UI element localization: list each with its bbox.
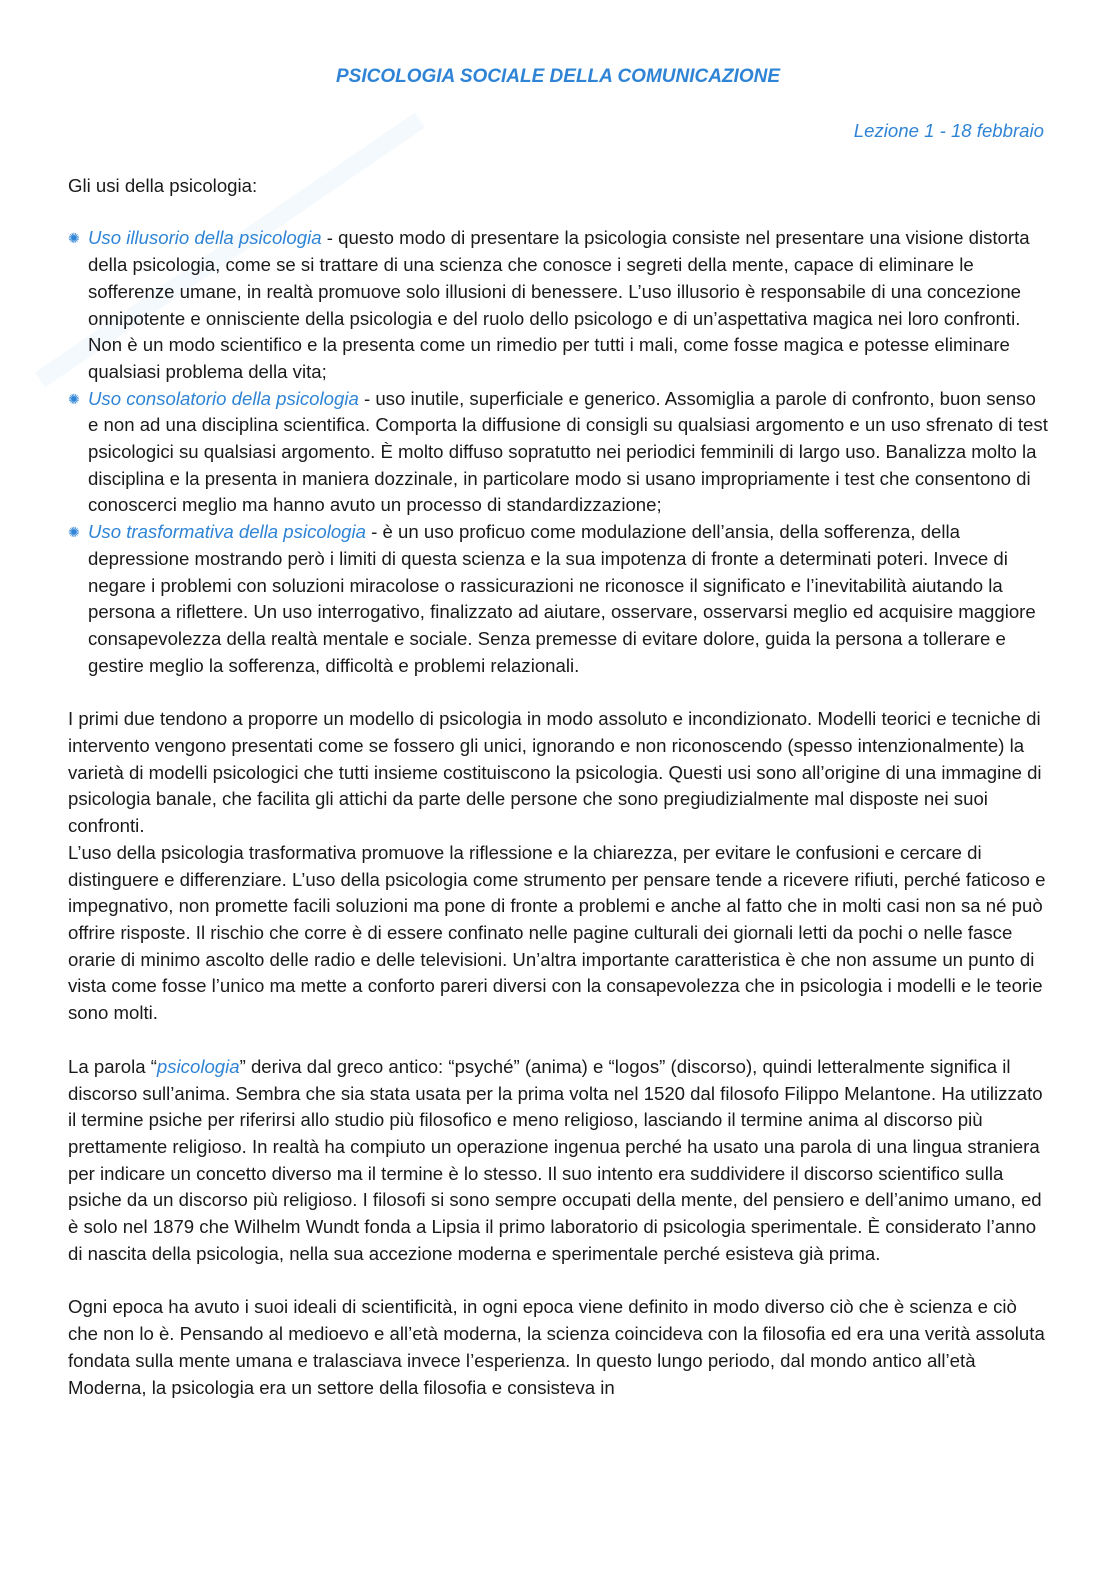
list-item (68, 519, 1048, 679)
use-term: Uso trasformativa della psicologia (88, 521, 366, 543)
uses-list (68, 225, 1048, 679)
use-term: Uso illusorio della psicologia (88, 227, 322, 249)
keyword-psicologia: psicologia (156, 1055, 240, 1077)
etymology-body: ” deriva dal greco antico: “psyché” (anima) e “logos” (discorso), quindi letteralmente significa il discorso sull’anima. Sembra che sia stata usata per la prima volta nel 1520 dal filosofo Filippo Melantone. Ha utilizzato il termine psiche per riferirsi allo studio più filosofico e meno religioso, lasciando il termine anima al discorso più prettamente religioso. In realtà ha compiuto un operazione ingenua perché ha usato una parola di una lingua straniera per indicare un concetto diverso ma il termine è lo stesso. Il suo intento era suddividere il discorso scientifico sulla psiche da un discorso più religioso. I filosofi si sono sempre occupati della mente, del pensiero e dell’animo umano, ed è solo nel 1879 che Wilhelm Wundt fonda a Lipsia il primo laboratorio di psicologia sperimentale. È considerato l’anno di nascita della psicologia, nella sua accezione moderna e sperimentale perché esisteva già prima. (68, 1055, 1043, 1264)
paragraph-scientificity: Ogni epoca ha avuto i suoi ideali di scientificità, in ogni epoca viene definito in modo diverso ciò che è scienza e ciò che non lo è. Pensando al medioevo e all’età moderna, la scienza coincideva con la filosofia ed era una verità assoluta fondata sulla mente umana e tralasciava invece l’esperienza. In questo lungo periodo, dal mondo antico all’età Moderna, la psicologia era un settore della filosofia e consisteva in (68, 1296, 1045, 1398)
sun-bullet-icon: ✺ (68, 524, 80, 541)
document-title: PSICOLOGIA SOCIALE DELLA COMUNICAZIONE (335, 66, 781, 87)
paragraph-transformative-use: L’uso della psicologia trasformativa promuove la riflessione e la chiarezza, per evitare le confusioni e cercare di distinguere e differenziare. L’uso della psicologia come strumento per pensare tende a ricevere rifiuti, perché faticoso e impegnativo, non promette facili soluzioni ma pone di fronte a problemi e anche al fatto che in molti casi non sa né può offrire risposte. Il rischio che corre è di essere confinato nelle pagine culturali dei giornali letti da pochi o nelle fasce orarie di minimo ascolto delle radio e delle televisioni. Un’altra importante caratteristica è che non assume un punto di vista come fosse l’unico ma mette a conforto pareri diversi con la consapevolezza che in psicologia i modelli e le teorie sono molti. (68, 841, 1046, 1024)
use-description: - questo modo di presentare la psicologia consiste nel presentare una visione distorta della psicologia, come se si trattare di una scienza che conosce i segreti della mente, capace di eliminare le sofferenze umane, in realtà promuove solo illusioni di benessere. L’uso illusorio è responsabile di una concezione onnipotente e onnisciente della psicologia e del ruolo dello psicologo e di un’aspettativa magica nei loro confronti. Non è un modo scientifico e la presenta come un rimedio per tutti i mali, come fosse magica e potesse eliminare qualsiasi problema della vita; (88, 227, 1030, 382)
lesson-date: Lezione 1 - 18 febbraio (853, 120, 1044, 141)
paragraph-first-two-uses: I primi due tendono a proporre un modello di psicologia in modo assoluto e incondizionato. Modelli teorici e tecniche di intervento vengono presentati come se fossero gli unici, ignorando e non riconoscendo (spesso intenzionalmente) la varietà di modelli psicologici che tutti insieme costituiscono la psicologia. Questi usi sono all’origine di una immagine di psicologia banale, che facilita gli attichi da parte delle persone che sono pregiudizialmente mal disposte nei suoi confronti. (68, 708, 1042, 837)
use-description: - è un uso proficuo come modulazione dell’ansia, della sofferenza, della depressione mostrando però i limiti di questa scienza e la sua impotenza di fronte a determinati poteri. Invece di negare i problemi con soluzioni miracolose o rassicurazioni ne riconosce il significato e l’inevitabilità aiutando la persona a riflettere. Un uso interrogativo, finalizzato ad aiutare, osservare, osservarsi meglio ed acquisire maggiore consapevolezza della realtà mentale e sociale. Senza premesse di evitare dolore, guida la persona a tollerare e gestire meglio la sofferenza, difficoltà e problemi relazionali. (88, 521, 1036, 676)
paragraph-etymology (68, 1054, 1048, 1268)
list-item (68, 225, 1048, 385)
use-term: Uso consolatorio della psicologia (88, 387, 359, 409)
sun-bullet-icon: ✺ (68, 390, 80, 407)
use-description: - uso inutile, superficiale e generico. Assomiglia a parole di confronto, buon senso e non ad una disciplina scientifica. Comporta la diffusione di consigli su qualsiasi argomento e un uso sfrenato di test psicologici su qualsiasi argomento. È molto diffuso sopratutto nei periodici femminili di largo uso. Banalizza molto la disciplina e la presenta in maniera dozzinale, in particolare modo si usano impropriamente i test che consentono di conoscerci meglio ma hanno avuto un processo di standardizzazione; (88, 387, 1048, 516)
intro-text: Gli usi della psicologia: (68, 174, 258, 196)
list-item (68, 386, 1048, 520)
sun-bullet-icon: ✺ (68, 230, 80, 247)
etymology-lead: La parola “ (68, 1055, 157, 1077)
